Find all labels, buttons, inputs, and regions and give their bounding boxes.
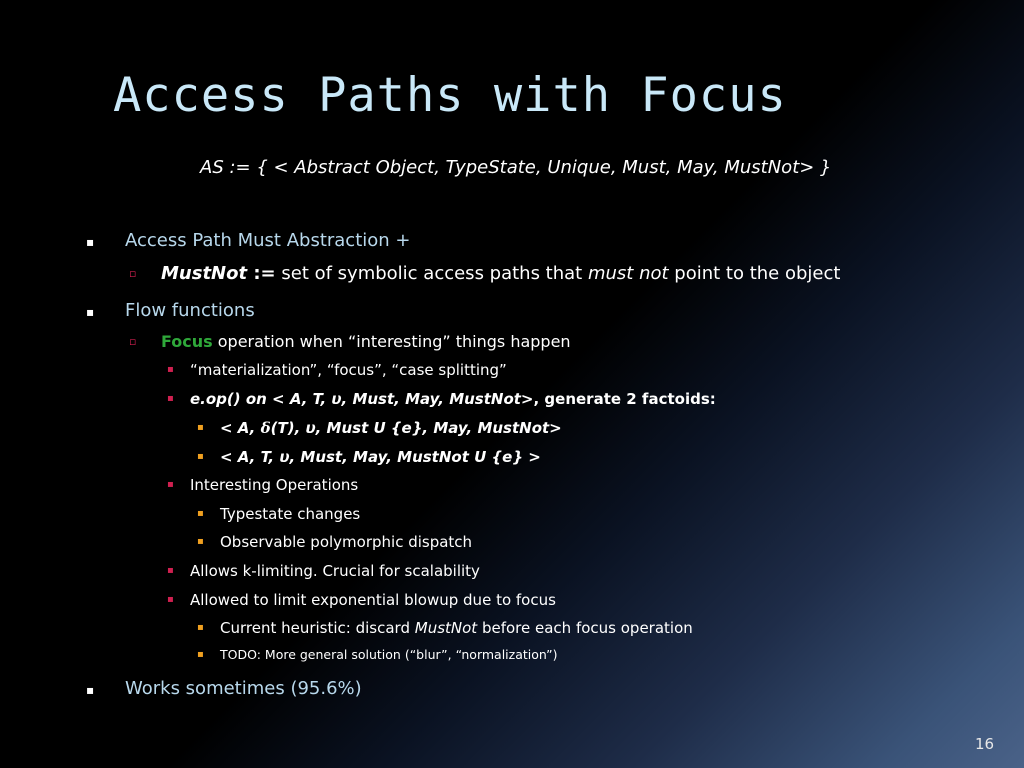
mustnot-term: MustNot [161, 263, 248, 284]
bullet-factoid-2: < A, T, υ, Must, May, MustNot U {e} > [220, 448, 541, 466]
bullet-hollow-square-icon: ▫ [129, 267, 137, 280]
slide-subtitle: AS := { < Abstract Object, TypeState, Unique, Must, May, MustNot> } [200, 157, 832, 178]
bullet-focus-operation [161, 332, 571, 351]
focus-term: Focus [161, 332, 213, 351]
eop-generate: , generate 2 factoids: [533, 390, 716, 408]
bullet-orange-square-icon: ▪ [197, 508, 204, 519]
bullet-square-icon: ▪ [86, 683, 95, 697]
bullet-access-path: Access Path Must Abstraction + [125, 230, 411, 251]
focus-text: operation when “interesting” things happen [212, 332, 571, 351]
heuristic-b: before each focus operation [477, 619, 693, 637]
mustnot-text-b: point to the object [668, 263, 841, 284]
bullet-exponential-blowup: Allowed to limit exponential blowup due to focus [190, 591, 556, 609]
bullet-orange-square-icon: ▪ [197, 451, 204, 462]
heuristic-italic: MustNot [414, 619, 478, 637]
bullet-factoid-1 [220, 419, 562, 437]
bullet-typestate-changes: Typestate changes [220, 505, 361, 523]
bullet-square-icon: ▪ [86, 235, 95, 249]
bullet-eop [190, 390, 716, 408]
mustnot-text-italic: must not [587, 263, 669, 284]
bullet-square-icon: ▪ [86, 305, 95, 319]
bullet-works-sometimes: Works sometimes (95.6%) [125, 678, 362, 699]
bullet-todo: TODO: More general solution (“blur”, “normalization”) [220, 647, 558, 662]
factoid1-a: < A, [220, 419, 261, 437]
bullet-flow-functions: Flow functions [125, 300, 255, 321]
bullet-polymorphic-dispatch: Observable polymorphic dispatch [220, 533, 473, 551]
bullet-red-square-icon: ▪ [167, 393, 174, 404]
heuristic-a: Current heuristic: discard [220, 619, 415, 637]
bullet-red-square-icon: ▪ [167, 364, 174, 375]
factoid1-b: (T), υ, Must U {e}, May, MustNot> [270, 419, 562, 437]
bullet-current-heuristic [220, 619, 693, 637]
bullet-hollow-square-icon: ▫ [129, 335, 137, 348]
mustnot-text-a: set of symbolic access paths that [275, 263, 588, 284]
mustnot-assign: := [247, 263, 276, 284]
bullet-k-limiting: Allows k-limiting. Crucial for scalability [190, 562, 480, 580]
bullet-orange-square-icon: ▪ [197, 536, 204, 547]
bullet-mustnot-definition [161, 263, 840, 284]
eop-tuple: on < A, T, υ, Must, May, MustNot> [240, 390, 534, 408]
bullet-interesting-operations: Interesting Operations [190, 476, 359, 494]
bullet-red-square-icon: ▪ [167, 594, 174, 605]
bullet-materialization: “materialization”, “focus”, “case splitting” [190, 361, 507, 379]
eop-code: e.op() [190, 390, 241, 408]
bullet-orange-square-icon: ▪ [197, 422, 204, 433]
slide-title: Access Paths with Focus [113, 68, 787, 123]
bullet-red-square-icon: ▪ [167, 479, 174, 490]
bullet-orange-square-icon: ▪ [197, 649, 204, 660]
factoid1-delta: δ [260, 419, 271, 437]
bullet-red-square-icon: ▪ [167, 565, 174, 576]
bullet-orange-square-icon: ▪ [197, 622, 204, 633]
page-number: 16 [975, 735, 995, 753]
